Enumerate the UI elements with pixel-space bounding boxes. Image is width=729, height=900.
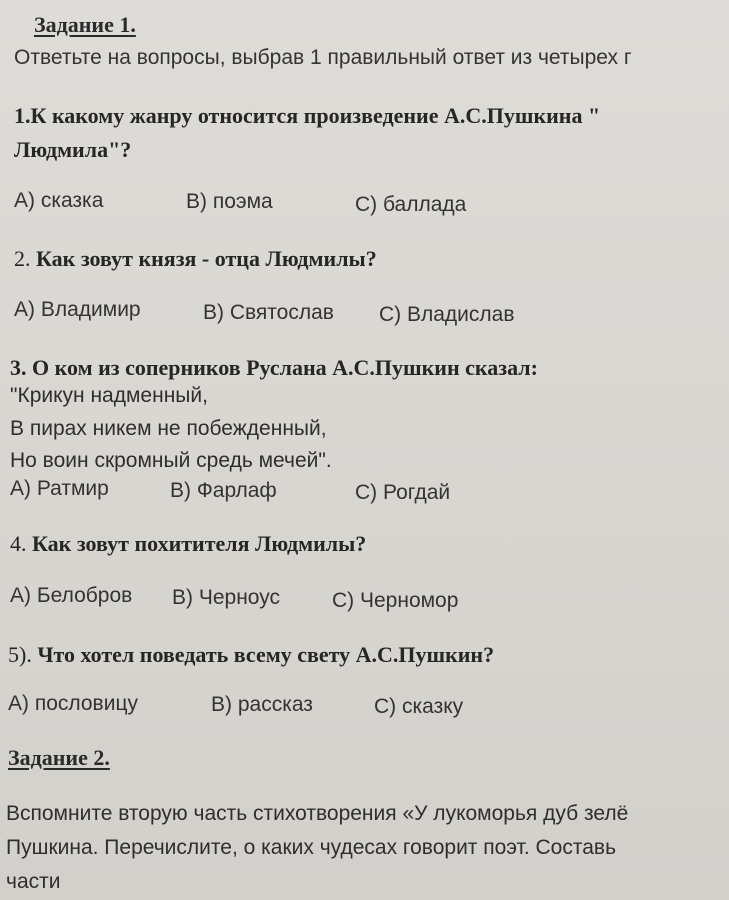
question-5-text: Что хотел поведать всему свету А.С.Пушкин?	[31, 642, 495, 667]
task1-heading: Задание 1.	[34, 12, 136, 37]
question-3-quote-line-3: Но воин скромный средь мечей".	[10, 449, 332, 472]
question-3-option-c: C) Рогдай	[355, 481, 451, 504]
question-1-option-b: B) поэма	[186, 190, 273, 213]
question-2	[14, 246, 377, 272]
question-3-quote-line-1: "Крикун надменный,	[10, 384, 208, 407]
question-3-quote-line-2: В пирах никем не побежденный,	[10, 417, 327, 440]
question-3-option-a: A) Ратмир	[10, 477, 109, 500]
question-5	[8, 642, 494, 668]
question-4-option-b: B) Черноус	[172, 586, 280, 609]
question-3-option-b: B) Фарлаф	[170, 479, 277, 502]
task2-line-2: Пушкина. Перечислите, о каких чудесах говорит поэт. Составь	[6, 836, 617, 859]
task2-heading: Задание 2.	[8, 745, 110, 770]
question-5-option-b: B) рассказ	[211, 693, 313, 716]
question-4-number: 4.	[10, 531, 27, 556]
question-5-option-a: A) пословицу	[8, 692, 138, 715]
question-1-option-a: A) сказка	[14, 189, 104, 212]
question-5-option-c: C) сказку	[374, 695, 464, 718]
question-2-option-a: A) Владимир	[14, 298, 141, 321]
question-1-line-2: Людмила"?	[14, 137, 132, 162]
question-2-option-b: B) Святослав	[203, 301, 334, 324]
task2-line-3: части	[6, 870, 61, 893]
question-2-text: Как зовут князя - отца Людмилы?	[30, 246, 377, 271]
task2-line-1: Вспомните вторую часть стихотворения «У лукоморья дуб зелё	[6, 802, 629, 825]
question-4-option-a: A) Белобров	[10, 584, 133, 607]
question-2-option-c: C) Владислав	[379, 303, 515, 326]
question-4-text: Как зовут похитителя Людмилы?	[26, 531, 367, 556]
question-4	[10, 531, 366, 557]
task1-instruction: Ответьте на вопросы, выбрав 1 правильный ответ из четырех г	[14, 46, 632, 69]
question-3-text: 3. О ком из соперников Руслана А.С.Пушкин сказал:	[10, 355, 538, 380]
question-5-number: 5).	[8, 642, 32, 667]
question-2-number: 2.	[14, 246, 31, 271]
question-1-line-1: 1.К какому жанру относится произведение А.С.Пушкина "	[14, 103, 601, 128]
question-1-option-c: C) баллада	[355, 193, 467, 216]
question-4-option-c: C) Черномор	[332, 589, 459, 612]
